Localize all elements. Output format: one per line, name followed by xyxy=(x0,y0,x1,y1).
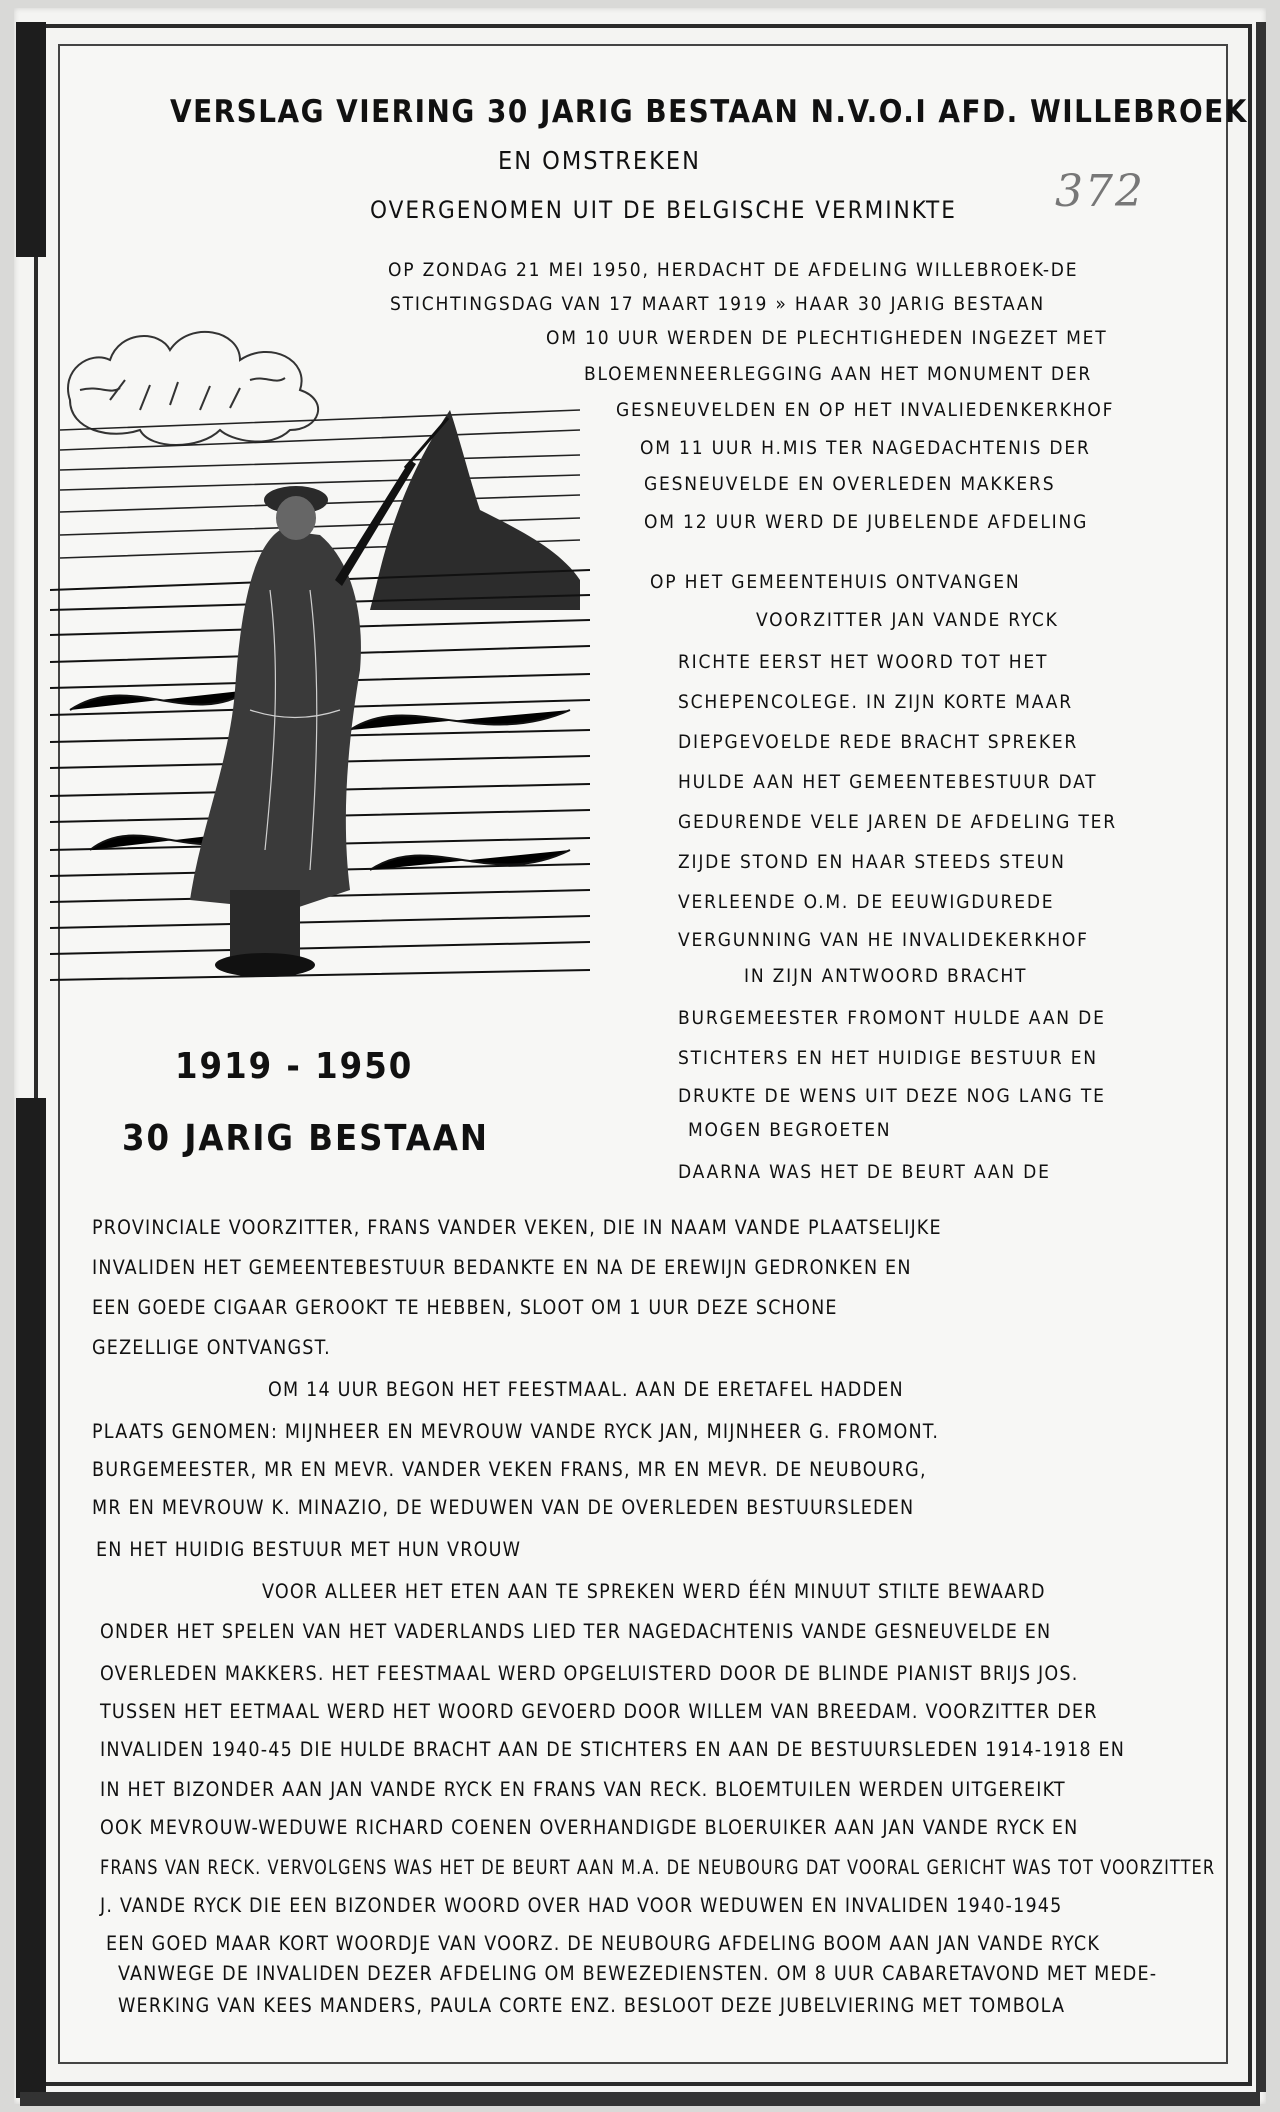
text-line: BLOEMENNEERLEGGING AAN HET MONUMENT DER xyxy=(584,363,1093,385)
text-line: OM 10 UUR WERDEN DE PLECHTIGHEDEN INGEZET MET xyxy=(546,327,1108,349)
text-line: MR EN MEVROUW K. MINAZIO, DE WEDUWEN VAN DE OVERLEDEN BESTUURSLEDEN xyxy=(92,1496,915,1519)
text-line: VOORZITTER JAN VANDE RYCK xyxy=(756,609,1059,631)
text-line: INVALIDEN 1940-45 DIE HULDE BRACHT AAN DE STICHTERS EN AAN DE BESTUURSLEDEN 1914-1918 EN xyxy=(100,1738,1126,1761)
text-line: GESNEUVELDE EN OVERLEDEN MAKKERS xyxy=(644,473,1056,495)
text-line: INVALIDEN HET GEMEENTEBESTUUR BEDANKTE EN NA DE EREWIJN GEDRONKEN EN xyxy=(92,1256,912,1279)
text-line: STICHTERS EN HET HUIDIGE BESTUUR EN xyxy=(678,1047,1098,1069)
text-line: PLAATS GENOMEN: MIJNHEER EN MEVROUW VANDE RYCK JAN, MIJNHEER G. FROMONT. xyxy=(92,1420,940,1443)
text-line: VERGUNNING VAN HE INVALIDEKERKHOF xyxy=(678,929,1089,951)
text-line: DRUKTE DE WENS UIT DEZE NOG LANG TE xyxy=(678,1085,1106,1107)
text-line: GESNEUVELDEN EN OP HET INVALIEDENKERKHOF xyxy=(616,399,1115,421)
text-line: EEN GOED MAAR KORT WOORDJE VAN VOORZ. DE NEUBOURG AFDELING BOOM AAN JAN VANDE RYCK xyxy=(106,1932,1101,1955)
left-border-bar-bottom xyxy=(16,1098,46,2098)
soldier-head xyxy=(276,496,316,540)
text-line: TUSSEN HET EETMAAL WERD HET WOORD GEVOERD DOOR WILLEM VAN BREEDAM. VOORZITTER DER xyxy=(100,1700,1098,1723)
text-line: WERKING VAN KEES MANDERS, PAULA CORTE ENZ. BESLOOT DEZE JUBELVIERING MET TOMBOLA xyxy=(118,1994,1066,2017)
text-line: DIEPGEVOELDE REDE BRACHT SPREKER xyxy=(678,731,1079,753)
text-line: EEN GOEDE CIGAAR GEROOKT TE HEBBEN, SLOOT OM 1 UUR DEZE SCHONE xyxy=(92,1296,838,1319)
document-title: VERSLAG VIERING 30 JARIG BESTAAN N.V.O.I AFD. WILLEBROEK xyxy=(170,94,1248,130)
text-line: GEDURENDE VELE JAREN DE AFDELING TER xyxy=(678,811,1117,833)
years-caption: 1919 - 1950 xyxy=(175,1046,414,1087)
text-line: VERLEENDE O.M. DE EEUWIGDUREDE xyxy=(678,891,1055,913)
text-line: FRANS VAN RECK. VERVOLGENS WAS HET DE BEURT AAN M.A. DE NEUBOURG DAT VOORAL GERICHT WAS TOT VOORZITTER xyxy=(100,1856,1216,1879)
text-line: EN HET HUIDIG BESTUUR MET HUN VROUW xyxy=(96,1538,522,1561)
text-line: HULDE AAN HET GEMEENTEBESTUUR DAT xyxy=(678,771,1098,793)
text-line: RICHTE EERST HET WOORD TOT HET xyxy=(678,651,1049,673)
text-line: VOOR ALLEER HET ETEN AAN TE SPREKEN WERD ÉÉN MINUUT STILTE BEWAARD xyxy=(262,1580,1046,1603)
text-line: OVERLEDEN MAKKERS. HET FEESTMAAL WERD OPGELUISTERD DOOR DE BLINDE PIANIST BRIJS JOS. xyxy=(100,1662,1079,1685)
document-subtitle: EN OMSTREKEN xyxy=(498,146,701,175)
text-line: MOGEN BEGROETEN xyxy=(688,1119,892,1141)
text-line: PROVINCIALE VOORZITTER, FRANS VANDER VEKEN, DIE IN NAAM VANDE PLAATSELIJKE xyxy=(92,1216,942,1239)
catalog-number: 372 xyxy=(1055,166,1145,217)
earth-mound xyxy=(370,410,580,610)
text-line: BURGEMEESTER FROMONT HULDE AAN DE xyxy=(678,1007,1106,1029)
text-line: ZIJDE STOND EN HAAR STEEDS STEUN xyxy=(678,851,1066,873)
text-line: BURGEMEESTER, MR EN MEVR. VANDER VEKEN FRANS, MR EN MEVR. DE NEUBOURG, xyxy=(92,1458,927,1481)
text-line: OM 14 UUR BEGON HET FEESTMAAL. AAN DE ERETAFEL HADDEN xyxy=(268,1378,904,1401)
soldier-in-trench-drawing-icon xyxy=(50,290,590,1010)
text-line: STICHTINGSDAG VAN 17 MAART 1919 » HAAR 30 JARIG BESTAAN xyxy=(390,293,1045,315)
right-border-bar xyxy=(1256,22,1266,2092)
soldier-legs xyxy=(230,890,300,960)
text-line: SCHEPENCOLEGE. IN ZIJN KORTE MAAR xyxy=(678,691,1073,713)
document-source-line: OVERGENOMEN UIT DE BELGISCHE VERMINKTE xyxy=(370,196,957,224)
text-line: OP HET GEMEENTEHUIS ONTVANGEN xyxy=(650,571,1021,593)
text-line: DAARNA WAS HET DE BEURT AAN DE xyxy=(678,1161,1051,1183)
jubilee-caption: 30 JARIG BESTAAN xyxy=(122,1118,489,1159)
text-line: OM 11 UUR H.MIS TER NAGEDACHTENIS DER xyxy=(640,437,1091,459)
text-line: GEZELLIGE ONTVANGST. xyxy=(92,1336,331,1359)
text-line: ONDER HET SPELEN VAN HET VADERLANDS LIED TER NAGEDACHTENIS VANDE GESNEUVELDE EN xyxy=(100,1620,1052,1643)
left-border-bar-top xyxy=(16,22,46,257)
bottom-border-bar xyxy=(20,2092,1260,2106)
text-line: IN HET BIZONDER AAN JAN VANDE RYCK EN FRANS VAN RECK. BLOEMTUILEN WERDEN UITGEREIKT xyxy=(100,1778,1066,1801)
text-line: J. VANDE RYCK DIE EEN BIZONDER WOORD OVER HAD VOOR WEDUWEN EN INVALIDEN 1940-1945 xyxy=(100,1894,1063,1917)
text-line: OP ZONDAG 21 MEI 1950, HERDACHT DE AFDELING WILLEBROEK-DE xyxy=(388,259,1079,281)
text-line: VANWEGE DE INVALIDEN DEZER AFDELING OM BEWEZEDIENSTEN. OM 8 UUR CABARETAVOND MET MEDE- xyxy=(118,1962,1158,1985)
text-line: IN ZIJN ANTWOORD BRACHT xyxy=(744,965,1028,987)
soldier-coat xyxy=(190,530,361,910)
text-line: OOK MEVROUW-WEDUWE RICHARD COENEN OVERHANDIGDE BLOERUIKER AAN JAN VANDE RYCK EN xyxy=(100,1816,1079,1839)
soldier-boots xyxy=(215,953,315,977)
text-line: OM 12 UUR WERD DE JUBELENDE AFDELING xyxy=(644,511,1089,533)
